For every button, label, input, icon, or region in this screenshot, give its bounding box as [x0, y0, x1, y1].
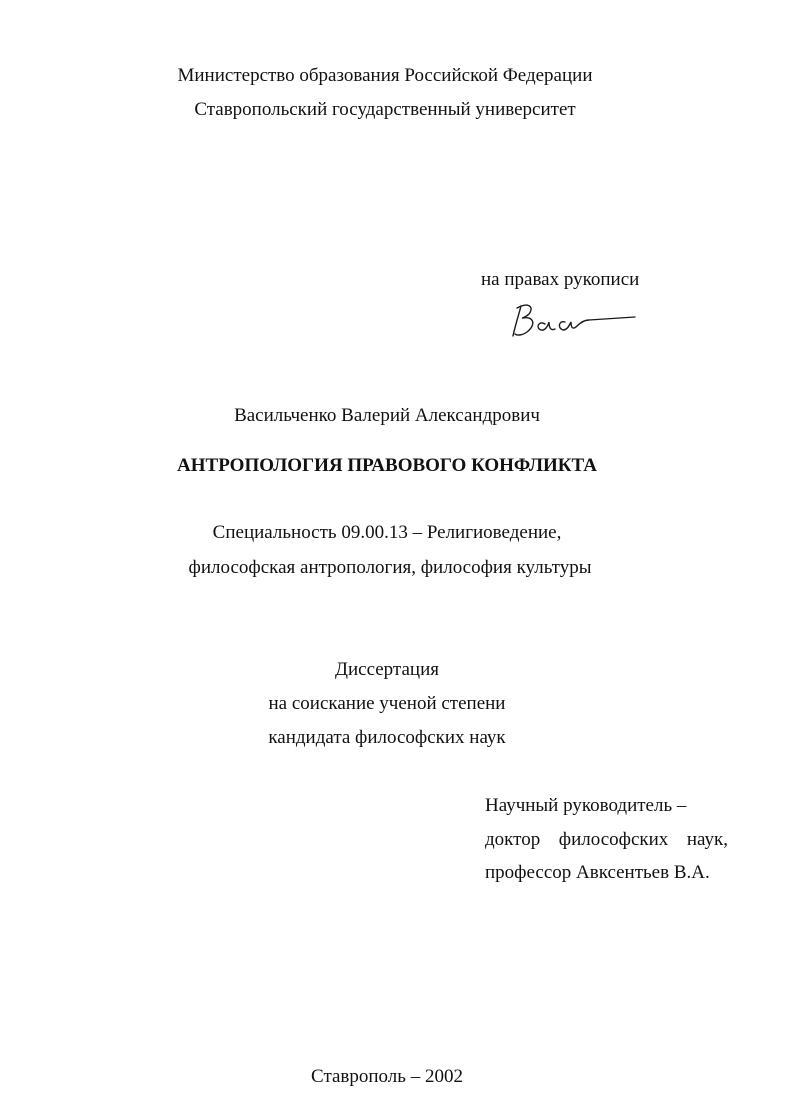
degree-field-line: кандидата философских наук: [268, 727, 506, 748]
advisor-label: Научный руководитель –: [485, 795, 687, 816]
advisor-degree-word: философских: [558, 829, 669, 850]
university-heading: Ставропольский государственный университет: [194, 99, 576, 120]
advisor-degree-word: доктор: [485, 829, 541, 850]
handwritten-signature: [505, 298, 640, 343]
advisor-degree: [485, 828, 728, 852]
advisor-name: профессор Авксентьев В.А.: [485, 862, 710, 883]
dissertation-label: Диссертация: [335, 659, 439, 680]
advisor-degree-word: наук,: [686, 829, 728, 850]
degree-line: на соискание ученой степени: [268, 693, 506, 714]
author-name: Васильченко Валерий Александрович: [234, 405, 540, 426]
manuscript-note: на правах рукописи: [481, 269, 640, 290]
ministry-heading: Министерство образования Российской Федерации: [177, 65, 593, 86]
dissertation-title: АНТРОПОЛОГИЯ ПРАВОВОГО КОНФЛИКТА: [177, 455, 597, 476]
specialty-line-2: философская антропология, философия культуры: [188, 557, 592, 578]
city-year-footer: Ставрополь – 2002: [311, 1066, 463, 1087]
specialty-line-1: Специальность 09.00.13 – Религиоведение,: [212, 522, 562, 543]
